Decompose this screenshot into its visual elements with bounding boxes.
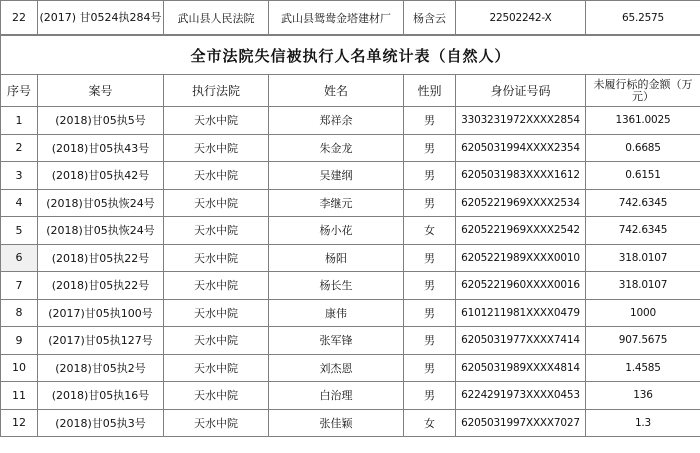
case-number: (2018)甘05执16号 [38, 382, 164, 410]
amount: 0.6151 [586, 162, 700, 190]
court-name: 天水中院 [164, 244, 269, 272]
case-number: (2018)甘05执5号 [38, 107, 164, 135]
person-name: 朱金龙 [269, 134, 404, 162]
gender: 男 [404, 162, 456, 190]
case-number: (2018)甘05执恢24号 [38, 217, 164, 245]
id-number: 6101211981XXXX0479 [456, 299, 586, 327]
court-name: 天水中院 [164, 217, 269, 245]
previous-table-tail [0, 0, 700, 35]
amount: 1.4585 [586, 354, 700, 382]
table-row [1, 1, 700, 35]
id-number: 6205031983XXXX1612 [456, 162, 586, 190]
gender: 男 [404, 134, 456, 162]
row-number: 22 [1, 1, 38, 35]
id-number: 3303231972XXXX2854 [456, 107, 586, 135]
id-number: 6205031977XXXX7414 [456, 327, 586, 355]
case-number: (2017)甘05执127号 [38, 327, 164, 355]
row-number: 3 [1, 162, 38, 190]
court-name: 天水中院 [164, 134, 269, 162]
table-row [1, 134, 700, 162]
court-name: 天水中院 [164, 162, 269, 190]
row-number: 5 [1, 217, 38, 245]
table-row [1, 244, 700, 272]
amount: 65.2575 [586, 1, 700, 35]
table-row [1, 299, 700, 327]
gender: 男 [404, 299, 456, 327]
person-name: 杨阳 [269, 244, 404, 272]
amount: 907.5675 [586, 327, 700, 355]
row-number: 11 [1, 382, 38, 410]
case-number: (2018)甘05执43号 [38, 134, 164, 162]
header-amount: 未履行标的金额（万元） [586, 75, 700, 107]
case-number: (2018)甘05执2号 [38, 354, 164, 382]
table-title: 全市法院失信被执行人名单统计表（自然人） [1, 36, 700, 75]
table-row [1, 327, 700, 355]
case-number: (2018)甘05执3号 [38, 409, 164, 437]
court-name: 天水中院 [164, 409, 269, 437]
header-id: 身份证号码 [456, 75, 586, 107]
table-row [1, 217, 700, 245]
row-number: 6 [1, 244, 38, 272]
person-name: 杨长生 [269, 272, 404, 300]
entity-name: 武山县鸳鸯金塔建材厂 [269, 1, 404, 35]
id-number: 6205221960XXXX0016 [456, 272, 586, 300]
amount: 1361.0025 [586, 107, 700, 135]
id-number: 6205221969XXXX2542 [456, 217, 586, 245]
gender: 男 [404, 382, 456, 410]
row-number: 4 [1, 189, 38, 217]
gender: 女 [404, 217, 456, 245]
person-name: 刘杰恩 [269, 354, 404, 382]
id-number: 22502242-X [456, 1, 586, 35]
amount: 318.0107 [586, 272, 700, 300]
case-number: (2018)甘05执42号 [38, 162, 164, 190]
gender: 男 [404, 189, 456, 217]
id-number: 6205031994XXXX2354 [456, 134, 586, 162]
row-number: 9 [1, 327, 38, 355]
row-number: 7 [1, 272, 38, 300]
person-name: 张军锋 [269, 327, 404, 355]
row-number: 1 [1, 107, 38, 135]
court-name: 天水中院 [164, 382, 269, 410]
court-name: 天水中院 [164, 327, 269, 355]
court-name: 天水中院 [164, 272, 269, 300]
representative-name: 杨含云 [404, 1, 456, 35]
id-number: 6205031989XXXX4814 [456, 354, 586, 382]
table-row [1, 162, 700, 190]
court-name: 天水中院 [164, 189, 269, 217]
person-name: 郑祥余 [269, 107, 404, 135]
court-name: 天水中院 [164, 107, 269, 135]
row-number: 2 [1, 134, 38, 162]
defaulter-table [0, 35, 700, 437]
header-name: 姓名 [269, 75, 404, 107]
amount: 1.3 [586, 409, 700, 437]
table-header-row [1, 75, 700, 107]
case-number: (2017)甘05执100号 [38, 299, 164, 327]
person-name: 李继元 [269, 189, 404, 217]
case-number: (2018)甘05执恢24号 [38, 189, 164, 217]
row-number: 12 [1, 409, 38, 437]
case-number: (2017) 甘0524执284号 [38, 1, 164, 35]
table-title-row [1, 36, 700, 75]
amount: 742.6345 [586, 189, 700, 217]
gender: 女 [404, 409, 456, 437]
row-number: 10 [1, 354, 38, 382]
row-number: 8 [1, 299, 38, 327]
gender: 男 [404, 354, 456, 382]
table-row [1, 382, 700, 410]
court-name: 武山县人民法院 [164, 1, 269, 35]
table-body [1, 107, 700, 437]
amount: 1000 [586, 299, 700, 327]
gender: 男 [404, 272, 456, 300]
case-number: (2018)甘05执22号 [38, 272, 164, 300]
gender: 男 [404, 244, 456, 272]
person-name: 张佳颖 [269, 409, 404, 437]
table-row [1, 354, 700, 382]
header-no: 序号 [1, 75, 38, 107]
id-number: 6224291973XXXX0453 [456, 382, 586, 410]
id-number: 6205031997XXXX7027 [456, 409, 586, 437]
table-row [1, 189, 700, 217]
person-name: 杨小花 [269, 217, 404, 245]
person-name: 吴建纲 [269, 162, 404, 190]
header-court: 执行法院 [164, 75, 269, 107]
gender: 男 [404, 327, 456, 355]
table-row [1, 409, 700, 437]
person-name: 康伟 [269, 299, 404, 327]
header-case: 案号 [38, 75, 164, 107]
amount: 742.6345 [586, 217, 700, 245]
id-number: 6205221989XXXX0010 [456, 244, 586, 272]
table-row [1, 107, 700, 135]
id-number: 6205221969XXXX2534 [456, 189, 586, 217]
gender: 男 [404, 107, 456, 135]
court-name: 天水中院 [164, 299, 269, 327]
table-row [1, 272, 700, 300]
amount: 0.6685 [586, 134, 700, 162]
header-gender: 性别 [404, 75, 456, 107]
court-name: 天水中院 [164, 354, 269, 382]
amount: 318.0107 [586, 244, 700, 272]
person-name: 白治理 [269, 382, 404, 410]
case-number: (2018)甘05执22号 [38, 244, 164, 272]
amount: 136 [586, 382, 700, 410]
